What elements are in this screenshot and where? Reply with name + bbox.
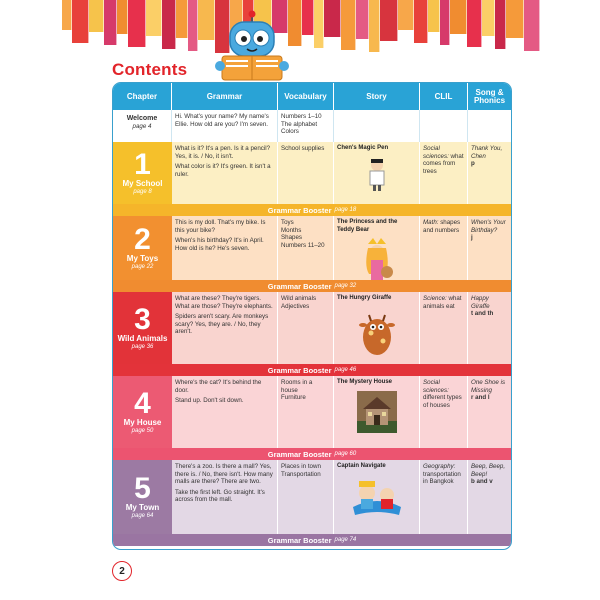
vocabulary-cell [278, 460, 334, 534]
chapter-title: My School [122, 178, 163, 188]
book-spine [89, 0, 104, 32]
chapter-page: page 50 [131, 427, 154, 434]
clil-topic: different types of houses [423, 394, 462, 409]
chapter-cell [113, 292, 172, 364]
story-illustration [337, 307, 416, 357]
header-vocabulary: Vocabulary [278, 83, 334, 110]
vocabulary-cell [278, 376, 334, 448]
grammar-booster-label: Grammar Booster [267, 281, 332, 291]
header-story: Story [334, 83, 420, 110]
grammar-booster-bar [113, 448, 511, 460]
book-spine [162, 0, 176, 49]
clil-topic: what comes from trees [423, 152, 464, 175]
grammar-booster-page: page 18 [334, 207, 357, 213]
chapter-page: page 64 [131, 512, 154, 519]
book-spine [495, 0, 506, 49]
grammar-cell [172, 292, 278, 364]
book-spine [104, 0, 117, 45]
song-title: One Shoe is Missing [471, 379, 506, 394]
story-cell [334, 142, 420, 204]
grammar-booster-page: page 32 [334, 283, 357, 289]
chapter-row [113, 142, 511, 204]
book-spine [146, 0, 162, 36]
song-phonics-cell [468, 216, 511, 280]
grammar-booster-page: page 74 [334, 537, 357, 543]
chapter-row [113, 376, 511, 448]
grammar-booster-label: Grammar Booster [267, 365, 332, 375]
book-spine [314, 0, 324, 48]
contents-table [112, 82, 512, 550]
story-cell [334, 292, 420, 364]
welcome-vocab-item: Colors [281, 128, 299, 136]
chapter-page: page 22 [131, 263, 154, 270]
phonics-sounds: j [471, 234, 473, 242]
header-grammar: Grammar [172, 83, 278, 110]
phonics-sounds: t and th [471, 310, 494, 318]
song-title: Beep, Beep, Beep! [471, 463, 506, 478]
book-spine [428, 0, 440, 32]
clil-cell [420, 292, 468, 364]
story-cell [334, 376, 420, 448]
song-title: Thank You, Chen [471, 145, 503, 160]
page-number: 2 [112, 561, 132, 581]
book-spine [440, 0, 450, 45]
clil-topic: what animals eat [423, 295, 462, 310]
bookshelf-decoration [62, 0, 540, 55]
vocabulary-item: Adjectives [281, 302, 310, 310]
grammar-booster-label: Grammar Booster [267, 205, 332, 215]
story-cell [334, 216, 420, 280]
book-spine [506, 0, 524, 38]
book-spine [128, 0, 146, 47]
page-title: Contents [112, 60, 188, 79]
story-title: The Princess and the Teddy Bear [337, 219, 398, 233]
grammar-cell [172, 142, 278, 204]
book-spine [117, 0, 128, 34]
grammar-cell [172, 216, 278, 280]
chapter-row [113, 292, 511, 364]
vocabulary-item: Wild animals [281, 295, 317, 302]
grammar-booster-bar [113, 534, 511, 546]
welcome-title: Welcome [126, 115, 158, 122]
chapter-cell [113, 216, 172, 280]
table-header [113, 83, 511, 110]
song-title: Happy Giraffe [471, 295, 490, 310]
song-phonics-cell [468, 376, 511, 448]
clil-subject: Social sciences: [423, 379, 449, 394]
chapter-page: page 8 [133, 188, 152, 195]
chapter-title: My Town [125, 502, 160, 512]
book-spine [62, 0, 72, 30]
header-chapter: Chapter [113, 83, 172, 110]
vocabulary-cell [278, 292, 334, 364]
vocabulary-item: School supplies [281, 145, 325, 152]
grammar-booster-page: page 46 [334, 367, 357, 373]
clil-cell [420, 376, 468, 448]
welcome-page: page 4 [132, 122, 152, 130]
story-title: Chen's Magic Pen [337, 145, 389, 151]
welcome-vocabulary [278, 110, 334, 142]
grammar-text: Spiders aren't scary. Are monkeys scary? Yes, they are. / No, they aren't. [175, 313, 269, 336]
welcome-vocab-item: The alphabet [281, 120, 318, 128]
book-spine [467, 0, 482, 47]
story-illustration [337, 391, 416, 433]
chapter-row [113, 460, 511, 534]
story-cell [334, 460, 420, 534]
grammar-text: When's his birthday? It's in April. How old is he? He's seven. [175, 237, 264, 252]
vocabulary-cell [278, 142, 334, 204]
clil-subject: Math: [423, 219, 439, 226]
grammar-text: What is it? It's a pen. Is it a pencil? Yes, it is. / No, it isn't. [175, 145, 271, 160]
grammar-cell [172, 460, 278, 534]
vocabulary-item: Toys [281, 219, 294, 226]
book-spine [380, 0, 398, 41]
grammar-booster-bar [113, 204, 511, 216]
grammar-text: Take the first left. Go straight. It's across from the mall. [175, 488, 265, 504]
book-spine [369, 0, 380, 52]
chapter-cell [113, 376, 172, 448]
grammar-text: Where's the cat? It's behind the door. [175, 379, 262, 394]
clil-subject: Science: [423, 295, 447, 302]
chapter-title: Wild Animals [117, 333, 168, 343]
chapter-cell [113, 460, 172, 534]
book-spine [524, 0, 540, 51]
vocabulary-item: Months [281, 226, 302, 234]
vocabulary-item: Furniture [281, 394, 306, 402]
phonics-sounds: b and v [471, 478, 493, 486]
song-phonics-cell [468, 292, 511, 364]
chapter-number: 3 [134, 302, 151, 336]
phonics-sounds: r and l [471, 394, 490, 402]
story-illustration [337, 475, 416, 521]
clil-cell [420, 142, 468, 204]
clil-subject: Social sciences: [423, 145, 449, 160]
clil-cell [420, 216, 468, 280]
chapter-title: My House [123, 417, 162, 427]
grammar-booster-page: page 60 [334, 451, 357, 457]
book-spine [302, 0, 314, 35]
book-spine [356, 0, 369, 39]
clil-subject: Geography: [423, 463, 456, 470]
chapter-page: page 36 [131, 343, 154, 350]
grammar-text: What are these? They're tigers. What are those? They're elephants. [175, 295, 273, 310]
chapter-title: My Toys [126, 253, 159, 263]
story-title: The Hungry Giraffe [337, 295, 392, 301]
grammar-text: What color is it? It's green. It isn't a ruler. [175, 163, 271, 178]
grammar-text: There's a zoo. Is there a mall? Yes, there is. / No, there isn't. How many malls are there? There are two. [175, 463, 273, 486]
vocabulary-item: Shapes [281, 234, 302, 242]
grammar-booster-bar [113, 364, 511, 376]
clil-cell [420, 460, 468, 534]
song-phonics-cell [468, 460, 511, 534]
book-spine [482, 0, 495, 36]
vocabulary-item: Numbers 11–20 [281, 241, 325, 249]
story-title: The Mystery House [337, 379, 393, 385]
grammar-booster-bar [113, 280, 511, 292]
welcome-grammar: Hi. What's your name? My name's Ellie. How old are you? I'm seven. [172, 110, 278, 142]
vocabulary-item: Places in town [281, 463, 321, 470]
grammar-text: This is my doll. That's my bike. Is this your bike? [175, 219, 266, 234]
clil-topic: shapes and numbers [423, 219, 461, 234]
song-title: When's Your Birthday? [471, 219, 506, 234]
book-spine [398, 0, 414, 30]
grammar-booster-label: Grammar Booster [267, 449, 332, 459]
book-spine [188, 0, 198, 51]
clil-topic: transportation in Bangkok [423, 470, 461, 486]
vocabulary-item: Transportation [281, 470, 321, 478]
chapter-row [113, 216, 511, 280]
header-clil: CLIL [420, 83, 468, 110]
robot-mascot-illustration [212, 10, 292, 85]
chapter-number: 1 [134, 147, 151, 181]
chapter-number: 5 [134, 471, 151, 505]
welcome-row [113, 110, 511, 143]
book-spine [414, 0, 428, 43]
story-illustration [337, 238, 416, 286]
book-spine [324, 0, 341, 37]
chapter-cell [113, 142, 172, 204]
chapter-number: 4 [134, 386, 151, 420]
grammar-text: Stand up. Don't sit down. [175, 397, 244, 405]
welcome-vocab-item: Numbers 1–10 [281, 113, 322, 120]
header-song-phonics: Song & Phonics [473, 87, 506, 105]
book-spine [72, 0, 89, 43]
vocabulary-cell [278, 216, 334, 280]
grammar-cell [172, 376, 278, 448]
book-spine [176, 0, 188, 38]
story-title: Captain Navigate [337, 463, 386, 469]
story-illustration [337, 157, 416, 191]
book-spine [341, 0, 356, 50]
song-phonics-cell [468, 142, 511, 204]
grammar-booster-label: Grammar Booster [267, 535, 332, 545]
chapter-number: 2 [134, 222, 151, 256]
phonics-sounds: p [471, 160, 475, 168]
vocabulary-item: Rooms in a house [281, 379, 313, 394]
book-spine [450, 0, 467, 34]
